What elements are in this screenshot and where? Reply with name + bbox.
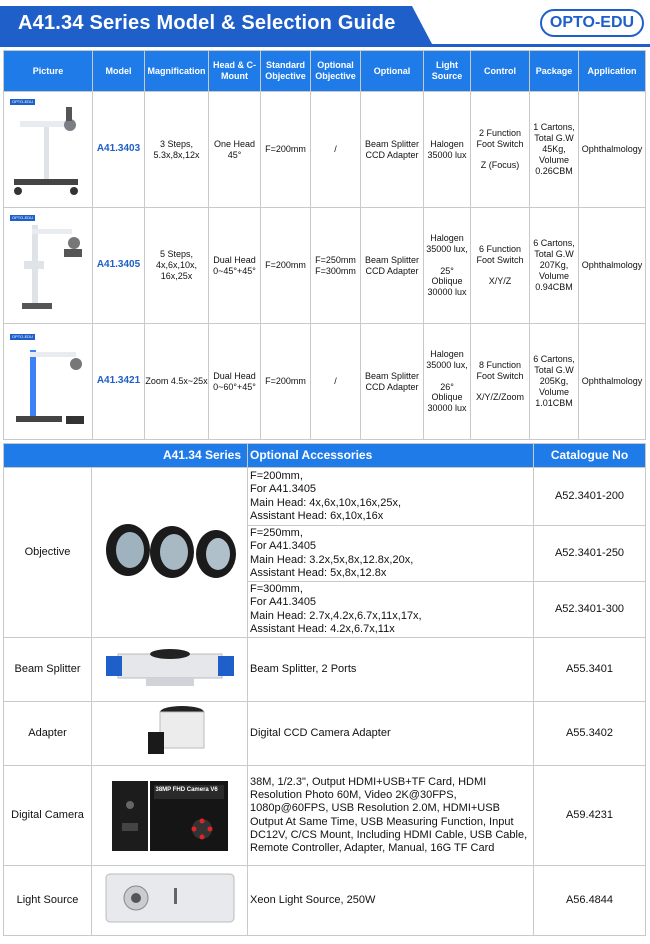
beam-splitter-picture [92,638,248,702]
objective-lenses-picture [92,468,248,638]
accessory-description: Xeon Light Source, 250W [248,866,534,936]
col-header: Model [93,51,145,92]
adapter-image [100,702,240,760]
table-row [4,92,646,208]
accessories-header-row [4,444,646,468]
adapter-picture [92,702,248,766]
camera-screen-text: 38MP FHD Camera V6 [155,786,218,793]
accessories-header: Optional Accessories [248,444,534,468]
magnification-cell: 3 Steps, 5.3x,8x,12x [145,92,209,208]
catalogue-number: A52.3401-250 [534,526,646,582]
beam-splitter-image [100,642,240,692]
head-cell: Dual Head 0~45°+45° [209,208,261,324]
col-header: Head & C-Mount [209,51,261,92]
catalogue-number: A55.3401 [534,638,646,702]
accessory-label: Light Source [4,866,92,936]
accessory-description: Beam Splitter, 2 Ports [248,638,534,702]
brand-logo: OPTO-EDU [540,9,644,37]
model-number: A41.3403 [93,92,145,208]
optional-cell: Beam Splitter CCD Adapter [361,324,424,440]
model-number: A41.3405 [93,208,145,324]
microscope-image [6,95,90,205]
light-source-cell: Halogen 35000 lux, 26° Oblique 30000 lux [424,324,471,440]
microscope-image [6,330,90,434]
models-header-row [4,51,646,92]
mini-logo: OPTO-EDU [12,333,34,339]
accessory-label: Digital Camera [4,766,92,866]
application-cell: Ophthalmology [579,208,646,324]
models-table [3,50,646,440]
accessory-description: F=200mm, For A41.3405 Main Head: 4x,6x,10x,16x,25x, Assistant Head: 6x,10x,16x [248,468,534,526]
control-cell: 6 Function Foot Switch X/Y/Z [471,208,530,324]
mini-logo: OPTO-EDU [12,98,34,104]
table-row [4,468,646,526]
table-row [4,702,646,766]
accessory-description: F=250mm, For A41.3405 Main Head: 3.2x,5x,8x,12.8x,20x, Assistant Head: 5x,8x,12.8x [248,526,534,582]
accessory-description: 38M, 1/2.3", Output HDMI+USB+TF Card, HDMI Resolution Photo 60M, Video 2K@30FPS, 1080p@60FPS, USB Resolution 2.0M, HDMI+USB Output At Same Time, USB Measuring Function, Input DC12V, C/CS Mount, Including HDMI Cable, USB Cable, Remote Controller, Adapter, Manual, 16G TF Card [248,766,534,866]
light-source-cell: Halogen 35000 lux [424,92,471,208]
accessory-label: Objective [4,468,92,638]
package-cell: 6 Cartons, Total G.W 205Kg, Volume 1.01CBM [530,324,579,440]
table-row [4,638,646,702]
page-title: A41.34 Series Model & Selection Guide [18,12,396,34]
head-cell: One Head 45° [209,92,261,208]
microscope-picture [4,92,93,208]
head-cell: Dual Head 0~60°+45° [209,324,261,440]
optional-objective-cell: / [311,92,361,208]
accessory-description: Digital CCD Camera Adapter [248,702,534,766]
magnification-cell: Zoom 4.5x~25x [145,324,209,440]
catalogue-number: A52.3401-300 [534,582,646,638]
col-header: Control [471,51,530,92]
microscope-picture [4,324,93,440]
accessory-label: Beam Splitter [4,638,92,702]
light-source-image [100,868,240,928]
catalogue-number: A55.3402 [534,702,646,766]
objective-lenses-image [100,520,240,580]
microscope-picture [4,208,93,324]
table-row [4,866,646,936]
mini-logo: OPTO-EDU [12,214,34,220]
col-header: Magnification [145,51,209,92]
col-header: Optional Objective [311,51,361,92]
optional-objective-cell: / [311,324,361,440]
col-header: Package [530,51,579,92]
table-row [4,324,646,440]
accessory-label: Adapter [4,702,92,766]
optional-cell: Beam Splitter CCD Adapter [361,208,424,324]
control-cell: 2 Function Foot Switch Z (Focus) [471,92,530,208]
accessory-description: F=300mm, For A41.3405 Main Head: 2.7x,4.2x,6.7x,11x,17x, Assistant Head: 4.2x,6.7x,11x [248,582,534,638]
col-header: Light Source [424,51,471,92]
application-cell: Ophthalmology [579,324,646,440]
page-header [0,0,650,46]
header-rule [0,44,650,47]
standard-objective-cell: F=200mm [261,324,311,440]
camera-picture [92,766,248,866]
control-cell: 8 Function Foot Switch X/Y/Z/Zoom [471,324,530,440]
package-cell: 6 Cartons, Total G.W 207Kg, Volume 0.94CBM [530,208,579,324]
model-number: A41.3421 [93,324,145,440]
catalogue-number: A52.3401-200 [534,468,646,526]
microscope-image [6,211,90,321]
table-row [4,766,646,866]
magnification-cell: 5 Steps, 4x,6x,10x, 16x,25x [145,208,209,324]
series-header: A41.34 Series [4,444,248,468]
accessories-table [3,443,646,936]
col-header: Application [579,51,646,92]
col-header: Picture [4,51,93,92]
optional-cell: Beam Splitter CCD Adapter [361,92,424,208]
col-header: Optional [361,51,424,92]
optional-objective-cell: F=250mm F=300mm [311,208,361,324]
application-cell: Ophthalmology [579,92,646,208]
col-header: Standard Objective [261,51,311,92]
light-source-cell: Halogen 35000 lux, 25° Oblique 30000 lux [424,208,471,324]
standard-objective-cell: F=200mm [261,208,311,324]
standard-objective-cell: F=200mm [261,92,311,208]
catalogue-number: A56.4844 [534,866,646,936]
catalogue-header: Catalogue No [534,444,646,468]
package-cell: 1 Cartons, Total G.W 45Kg, Volume 0.26CBM [530,92,579,208]
light-source-picture [92,866,248,936]
table-row [4,208,646,324]
catalogue-number: A59.4231 [534,766,646,866]
